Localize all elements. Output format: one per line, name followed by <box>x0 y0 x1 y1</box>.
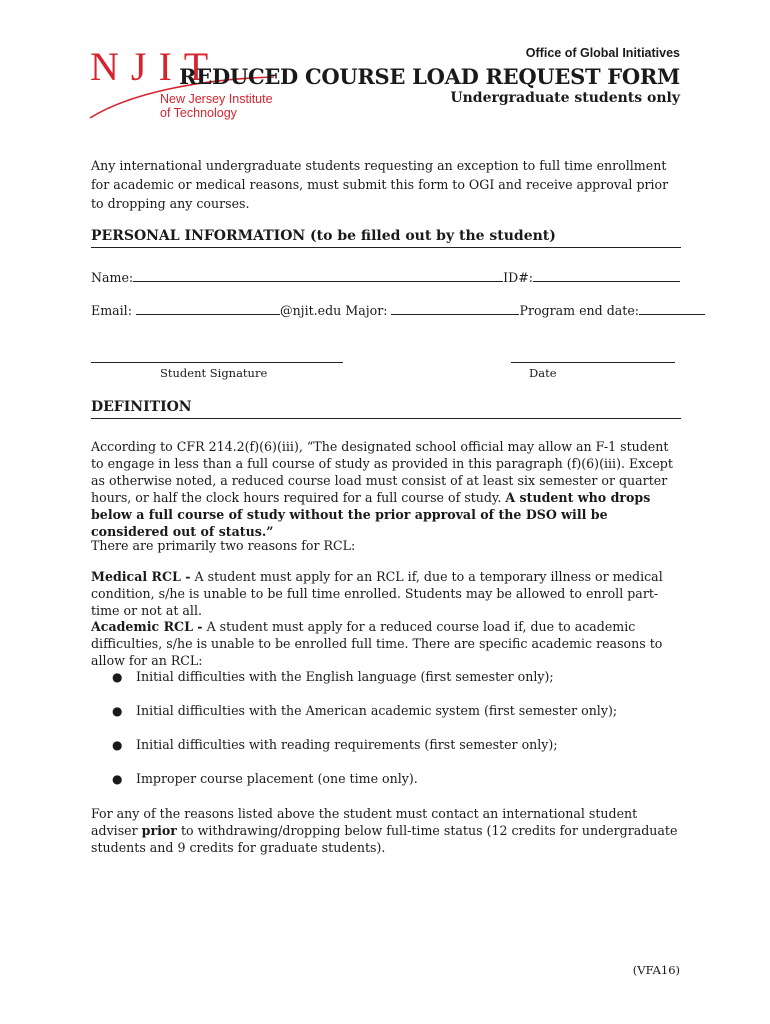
academic-reasons-list <box>110 668 670 804</box>
list-item-text: Initial difficulties with the English language (first semester only); <box>136 669 554 684</box>
email-label: Email: <box>91 303 132 318</box>
definition-heading: DEFINITION <box>91 399 681 419</box>
logo-name-line2: of Technology <box>160 106 237 120</box>
cfr-paragraph <box>91 438 681 540</box>
office-name: Office of Global Initiatives <box>525 46 680 60</box>
logo-institution-name <box>160 92 273 120</box>
signature-field[interactable] <box>91 362 343 363</box>
academic-rcl-text: A student must apply for a reduced course load if, due to academic difficulties, s/he is unable to be enrolled full time. There are specific academic reasons to allow for an RCL: <box>91 619 663 668</box>
academic-rcl-paragraph <box>91 618 681 669</box>
name-field[interactable] <box>133 268 503 282</box>
list-item-text: Improper course placement (one time only). <box>136 771 418 786</box>
list-item-text: Initial difficulties with the American academic system (first semester only); <box>136 703 618 718</box>
list-item <box>110 702 670 736</box>
list-item <box>110 736 670 770</box>
id-field[interactable] <box>533 268 680 282</box>
bullet-icon: ● <box>112 772 123 786</box>
logo-name-line1: New Jersey Institute <box>160 92 273 106</box>
bullet-icon: ● <box>112 738 123 752</box>
date-field[interactable] <box>511 362 675 363</box>
date-label: Date <box>529 366 557 380</box>
cfr-bold-text: A student who drops below a full course of study without the prior approval of the DSO will be considered out of status.” <box>91 490 651 539</box>
name-label: Name: <box>91 270 134 285</box>
email-domain: @njit.edu <box>279 303 342 318</box>
id-label: ID#: <box>503 270 534 285</box>
cfr-text: According to CFR 214.2(f)(6)(iii), “The designated school official may allow an F-1 student to engage in less than a full course of study as provided in this paragraph (f)(6)(iii). Except as otherwise noted, a reduced course load must consist of at least six semester or quarter hours, or half the clock hours required for a full course of study. <box>91 439 673 505</box>
medical-rcl-text: A student must apply for an RCL if, due to a temporary illness or medical condition, s/he is unable to be full time enrolled. Students may be allowed to enroll part-time or not at all. <box>91 569 663 618</box>
signature-label: Student Signature <box>160 366 268 380</box>
email-major-row <box>91 301 705 318</box>
closing-paragraph <box>91 805 681 856</box>
reasons-intro: There are primarily two reasons for RCL: <box>91 538 356 553</box>
academic-rcl-label: Academic RCL - <box>91 619 203 634</box>
program-end-label: Program end date: <box>519 303 640 318</box>
medical-rcl-paragraph <box>91 568 681 619</box>
bullet-icon: ● <box>112 704 123 718</box>
closing-text-post: to withdrawing/dropping below full-time status (12 credits for undergraduate students and 9 credits for graduate students). <box>91 823 678 855</box>
list-item <box>110 668 670 702</box>
personal-info-heading: PERSONAL INFORMATION (to be filled out by the student) <box>91 228 681 248</box>
major-field[interactable] <box>391 301 519 315</box>
list-item-text: Initial difficulties with reading requirements (first semester only); <box>136 737 558 752</box>
name-id-row <box>91 268 680 285</box>
list-item <box>110 770 670 804</box>
major-label: Major: <box>345 303 388 318</box>
program-end-field[interactable] <box>639 301 705 315</box>
closing-text-pre: For any of the reasons listed above the student must contact an international student adviser <box>91 806 638 838</box>
bullet-icon: ● <box>112 670 123 684</box>
form-title: REDUCED COURSE LOAD REQUEST FORM <box>179 64 680 89</box>
logo-wordmark: NJIT <box>90 44 221 89</box>
intro-paragraph: Any international undergraduate students requesting an exception to full time enrollment for academic or medical reasons, must submit this form to OGI and receive approval prior to dropping any courses. <box>91 158 669 211</box>
closing-bold: prior <box>141 823 177 838</box>
form-subtitle: Undergraduate students only <box>450 90 680 106</box>
form-code: (VFA16) <box>632 963 680 977</box>
email-field[interactable] <box>136 301 280 315</box>
medical-rcl-label: Medical RCL - <box>91 569 191 584</box>
